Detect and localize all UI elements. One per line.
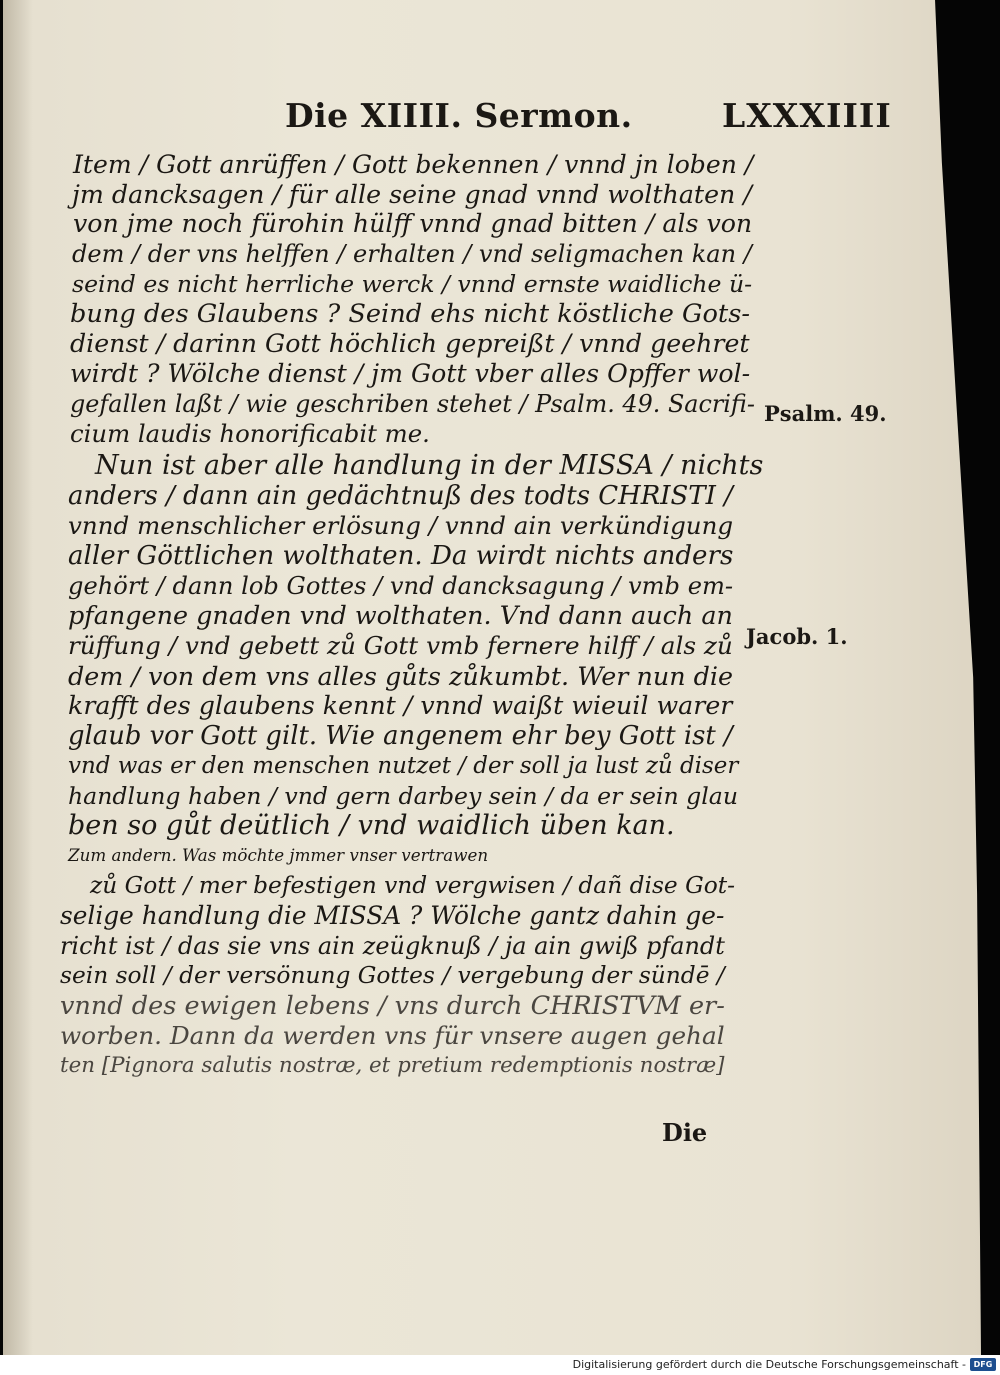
text-line: dem / der vns helffen / erhalten / vnd seligmachen kan / xyxy=(72,240,752,268)
marginal-note-jacob: Jacob. 1. xyxy=(746,624,848,649)
text-line: bung des Glaubens ? Seind ehs nicht köstliche Gots- xyxy=(70,299,750,329)
catchword: Die xyxy=(662,1118,708,1147)
text-line: jm dancksagen / für alle seine gnad vnnd wolthaten / xyxy=(72,180,752,209)
text-line: ben so gůt deütlich / vnd waidlich üben kan. xyxy=(68,810,675,841)
text-line: krafft des glaubens kennt / vnnd waißt wieuil warer xyxy=(68,691,733,720)
text-line: gehört / dann lob Gottes / vnd dancksagung / vmb em- xyxy=(68,572,734,600)
marginal-note-psalm: Psalm. 49. xyxy=(764,401,887,426)
text-line: wirdt ? Wölche dienst / jm Gott vber alles Opffer wol- xyxy=(70,359,751,388)
text-line: richt ist / das sie vns ain zeügknuß / ja ain gwiß pfandt xyxy=(60,932,725,960)
folio-number: LXXXIIII xyxy=(722,96,892,135)
text-line: glaub vor Gott gilt. Wie angenem ehr bey Gott ist / xyxy=(68,721,733,751)
text-line: vnnd menschlicher erlösung / vnnd ain verkündigung xyxy=(68,511,734,540)
text-line: cium laudis honorificabit me. xyxy=(70,419,430,448)
text-line: anders / dann ain gedächtnuß des todts CHRISTI / xyxy=(68,481,733,511)
text-line: von jme noch fürohin hülff vnnd gnad bitten / als von xyxy=(73,209,753,238)
dfg-logo: DFG xyxy=(970,1358,996,1371)
text-line: Zum andern. Was möchte jmmer vnser vertrawen xyxy=(68,846,489,865)
page-gutter-shadow xyxy=(3,0,33,1355)
text-line: aller Göttlichen wolthaten. Da wirdt nichts anders xyxy=(68,541,734,571)
text-line: ten [Pignora salutis nostræ, et pretium redemptionis nostræ] xyxy=(60,1053,725,1078)
text-line: zů Gott / mer befestigen vnd vergwisen / dañ dise Got- xyxy=(90,872,735,899)
footer-bar xyxy=(0,1355,1000,1375)
text-line: rüffung / vnd gebett zů Gott vmb fernere hilff / als zů xyxy=(68,631,733,660)
text-line: Nun ist aber alle handlung in der MISSA / nichts xyxy=(95,450,764,481)
text-line: pfangene gnaden vnd wolthaten. Vnd dann auch an xyxy=(68,601,733,631)
text-line: worben. Dann da werden vns für vnsere augen gehal xyxy=(60,1021,725,1050)
text-line: selige handlung die MISSA ? Wölche gantz dahin ge- xyxy=(60,901,725,930)
text-line: Item / Gott anrüffen / Gott bekennen / vnnd jn loben / xyxy=(73,150,754,179)
text-line: sein soll / der versönung Gottes / vergebung der sündē / xyxy=(60,962,725,989)
text-line: handlung haben / vnd gern darbey sein / da er sein glau xyxy=(68,782,739,810)
text-line: dienst / darinn Gott höchlich gepreißt / vnnd geehret xyxy=(70,329,750,358)
running-title: Die XIIII. Sermon. xyxy=(285,96,633,135)
text-line: dem / von dem vns alles gůts zůkumbt. Wer nun die xyxy=(68,661,734,691)
footer-credit: Digitalisierung gefördert durch die Deutsche Forschungsgemeinschaft - xyxy=(572,1358,966,1371)
text-line: gefallen laßt / wie geschriben stehet / Psalm. 49. Sacrifi- xyxy=(70,390,755,418)
text-line: vnnd des ewigen lebens / vns durch CHRISTVM er- xyxy=(60,991,725,1021)
text-line: seind es nicht herrliche werck / vnnd ernste waidliche ü- xyxy=(72,270,753,298)
text-line: vnd was er den menschen nutzet / der soll ja lust zů diser xyxy=(68,753,739,779)
